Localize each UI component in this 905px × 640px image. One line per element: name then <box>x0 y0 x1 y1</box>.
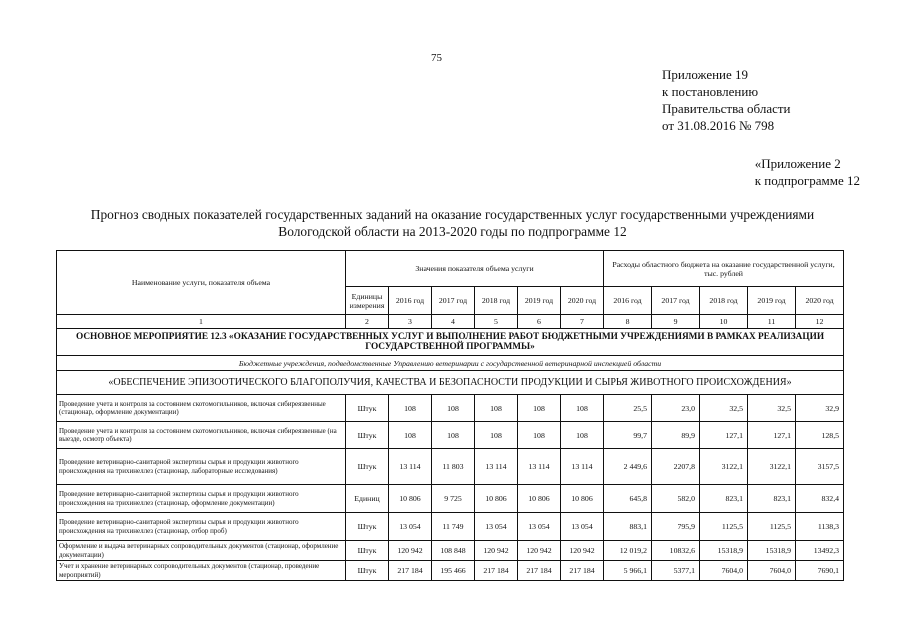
col-number: 11 <box>748 315 796 329</box>
table-row <box>57 541 844 561</box>
cost-cell: 645,8 <box>604 485 652 513</box>
cost-cell: 128,5 <box>796 422 844 449</box>
header-year: 2016 год <box>389 287 432 315</box>
title-line: Прогноз сводных показателей государственных заданий на оказание государственных услуг государственными учреждениями <box>90 207 815 222</box>
volume-cell: 10 806 <box>389 485 432 513</box>
col-number: 3 <box>389 315 432 329</box>
table-row <box>57 485 844 513</box>
unit-cell: Штук <box>346 513 389 541</box>
header-year: 2018 год <box>475 287 518 315</box>
volume-cell: 120 942 <box>475 541 518 561</box>
appendix-line: к постановлению <box>662 84 759 99</box>
cost-cell: 3122,1 <box>748 449 796 485</box>
forecast-table <box>56 250 844 581</box>
cost-cell: 5 966,1 <box>604 561 652 581</box>
unit-cell: Штук <box>346 422 389 449</box>
cost-cell: 5377,1 <box>652 561 700 581</box>
volume-cell: 13 114 <box>518 449 561 485</box>
section-service: «ОБЕСПЕЧЕНИЕ ЭПИЗООТИЧЕСКОГО БЛАГОПОЛУЧИЯ, КАЧЕСТВА И БЕЗОПАСНОСТИ ПРОДУКЦИИ И СЫРЬЯ ЖИВОТНОГО ПРОИСХОЖДЕНИЯ» <box>57 371 844 395</box>
cost-cell: 13492,3 <box>796 541 844 561</box>
cost-cell: 32,9 <box>796 395 844 422</box>
unit-cell: Штук <box>346 541 389 561</box>
cost-cell: 795,9 <box>652 513 700 541</box>
volume-cell: 13 114 <box>561 449 604 485</box>
header-year: 2019 год <box>748 287 796 315</box>
title-line: Вологодской области на 2013-2020 годы по подпрограмме 12 <box>278 224 627 239</box>
cost-cell: 1125,5 <box>700 513 748 541</box>
cost-cell: 127,1 <box>748 422 796 449</box>
cost-cell: 99,7 <box>604 422 652 449</box>
col-number: 8 <box>604 315 652 329</box>
table-row <box>57 561 844 581</box>
service-name: Оформление и выдача ветеринарных сопроводительных документов (стационар, оформление документации) <box>57 541 346 561</box>
unit-cell: Штук <box>346 449 389 485</box>
cost-cell: 7604,0 <box>748 561 796 581</box>
service-name: Проведение ветеринарно-санитарной экспертизы сырья и продукции животного происхождения на трихинеллез (стационар, лабораторные исследования) <box>57 449 346 485</box>
appendix2-header <box>755 155 860 189</box>
cost-cell: 883,1 <box>604 513 652 541</box>
volume-cell: 11 749 <box>432 513 475 541</box>
volume-cell: 217 184 <box>389 561 432 581</box>
volume-cell: 108 <box>432 422 475 449</box>
cost-cell: 15318,9 <box>748 541 796 561</box>
col-number: 1 <box>57 315 346 329</box>
cost-cell: 582,0 <box>652 485 700 513</box>
col-number: 9 <box>652 315 700 329</box>
cost-cell: 823,1 <box>748 485 796 513</box>
cost-cell: 2207,8 <box>652 449 700 485</box>
service-name: Проведение ветеринарно-санитарной экспертизы сырья и продукции животного происхождения на трихинеллез (стационар, отбор проб) <box>57 513 346 541</box>
col-number: 10 <box>700 315 748 329</box>
volume-cell: 217 184 <box>561 561 604 581</box>
volume-cell: 11 803 <box>432 449 475 485</box>
volume-cell: 108 <box>518 395 561 422</box>
header-year: 2019 год <box>518 287 561 315</box>
volume-cell: 13 054 <box>475 513 518 541</box>
cost-cell: 32,5 <box>700 395 748 422</box>
cost-cell: 32,5 <box>748 395 796 422</box>
volume-cell: 108 <box>561 422 604 449</box>
volume-cell: 10 806 <box>561 485 604 513</box>
header-unit: Единицы измерения <box>346 287 389 315</box>
volume-cell: 10 806 <box>475 485 518 513</box>
cost-cell: 15318,9 <box>700 541 748 561</box>
header-year: 2020 год <box>561 287 604 315</box>
header-year: 2016 год <box>604 287 652 315</box>
volume-cell: 108 <box>518 422 561 449</box>
col-number: 7 <box>561 315 604 329</box>
cost-cell: 3122,1 <box>700 449 748 485</box>
section-main-activity: ОСНОВНОЕ МЕРОПРИЯТИЕ 12.3 «ОКАЗАНИЕ ГОСУДАРСТВЕННЫХ УСЛУГ И ВЫПОЛНЕНИЕ РАБОТ БЮДЖЕТНЫМИ УЧРЕЖДЕНИЯМИ В РАМКАХ РЕАЛИЗАЦИИ ГОСУДАРСТВЕННОЙ ПРОГРАММЫ» <box>57 329 844 356</box>
document-title <box>30 206 875 240</box>
service-name: Проведение учета и контроля за состоянием скотомогильников, включая сибиреязвенные (на выезде, осмотр объекта) <box>57 422 346 449</box>
service-name: Проведение ветеринарно-санитарной экспертизы сырья и продукции животного происхождения на трихинеллез (стационар, оформление документации) <box>57 485 346 513</box>
header-year: 2020 год <box>796 287 844 315</box>
cost-cell: 1125,5 <box>748 513 796 541</box>
cost-cell: 823,1 <box>700 485 748 513</box>
volume-cell: 13 054 <box>389 513 432 541</box>
cost-cell: 89,9 <box>652 422 700 449</box>
volume-cell: 108 <box>475 395 518 422</box>
unit-cell: Штук <box>346 395 389 422</box>
appendix-line: Приложение 19 <box>662 67 749 82</box>
volume-cell: 9 725 <box>432 485 475 513</box>
cost-cell: 2 449,6 <box>604 449 652 485</box>
service-name: Учет и хранение ветеринарных сопроводительных документов (стационар, проведение мероприятий) <box>57 561 346 581</box>
cost-cell: 23,0 <box>652 395 700 422</box>
service-name: Проведение учета и контроля за состоянием скотомогильников, включая сибиреязвенные (стационар, оформление документации) <box>57 395 346 422</box>
volume-cell: 13 054 <box>561 513 604 541</box>
table-row <box>57 395 844 422</box>
volume-cell: 108 <box>432 395 475 422</box>
appendix2-line: к подпрограмме 12 <box>754 173 860 188</box>
cost-cell: 3157,5 <box>796 449 844 485</box>
cost-cell: 1138,3 <box>796 513 844 541</box>
cost-cell: 10832,6 <box>652 541 700 561</box>
cost-cell: 127,1 <box>700 422 748 449</box>
header-year: 2017 год <box>652 287 700 315</box>
unit-cell: Единиц <box>346 485 389 513</box>
volume-cell: 120 942 <box>389 541 432 561</box>
cost-cell: 25,5 <box>604 395 652 422</box>
section-institutions: Бюджетные учреждения, подведомственные Управлению ветеринарии с государственной ветеринарной инспекцией области <box>57 356 844 371</box>
cost-cell: 7604,0 <box>700 561 748 581</box>
volume-cell: 195 466 <box>432 561 475 581</box>
table-row <box>57 422 844 449</box>
table-row <box>57 513 844 541</box>
volume-cell: 108 <box>561 395 604 422</box>
col-number: 4 <box>432 315 475 329</box>
volume-cell: 108 <box>389 422 432 449</box>
appendix-line: от 31.08.2016 № 798 <box>662 118 775 133</box>
appendix-header <box>662 66 791 134</box>
unit-cell: Штук <box>346 561 389 581</box>
volume-cell: 108 <box>475 422 518 449</box>
header-year: 2018 год <box>700 287 748 315</box>
volume-cell: 108 <box>389 395 432 422</box>
table-row <box>57 449 844 485</box>
volume-cell: 13 054 <box>518 513 561 541</box>
header-group-volume: Значения показателя объема услуги <box>346 251 604 287</box>
header-name-col: Наименование услуги, показателя объема <box>57 251 346 315</box>
page-number: 75 <box>431 52 442 64</box>
col-number: 12 <box>796 315 844 329</box>
cost-cell: 7690,1 <box>796 561 844 581</box>
header-group-costs: Расходы областного бюджета на оказание государственной услуги, тыс. рублей <box>604 251 844 287</box>
col-number: 2 <box>346 315 389 329</box>
volume-cell: 108 848 <box>432 541 475 561</box>
appendix2-line: «Приложение 2 <box>754 156 841 171</box>
volume-cell: 217 184 <box>475 561 518 581</box>
volume-cell: 217 184 <box>518 561 561 581</box>
cost-cell: 832,4 <box>796 485 844 513</box>
volume-cell: 13 114 <box>389 449 432 485</box>
header-year: 2017 год <box>432 287 475 315</box>
appendix-line: Правительства области <box>662 101 791 116</box>
cost-cell: 12 019,2 <box>604 541 652 561</box>
volume-cell: 10 806 <box>518 485 561 513</box>
col-number: 6 <box>518 315 561 329</box>
volume-cell: 120 942 <box>561 541 604 561</box>
col-number: 5 <box>475 315 518 329</box>
volume-cell: 13 114 <box>475 449 518 485</box>
volume-cell: 120 942 <box>518 541 561 561</box>
